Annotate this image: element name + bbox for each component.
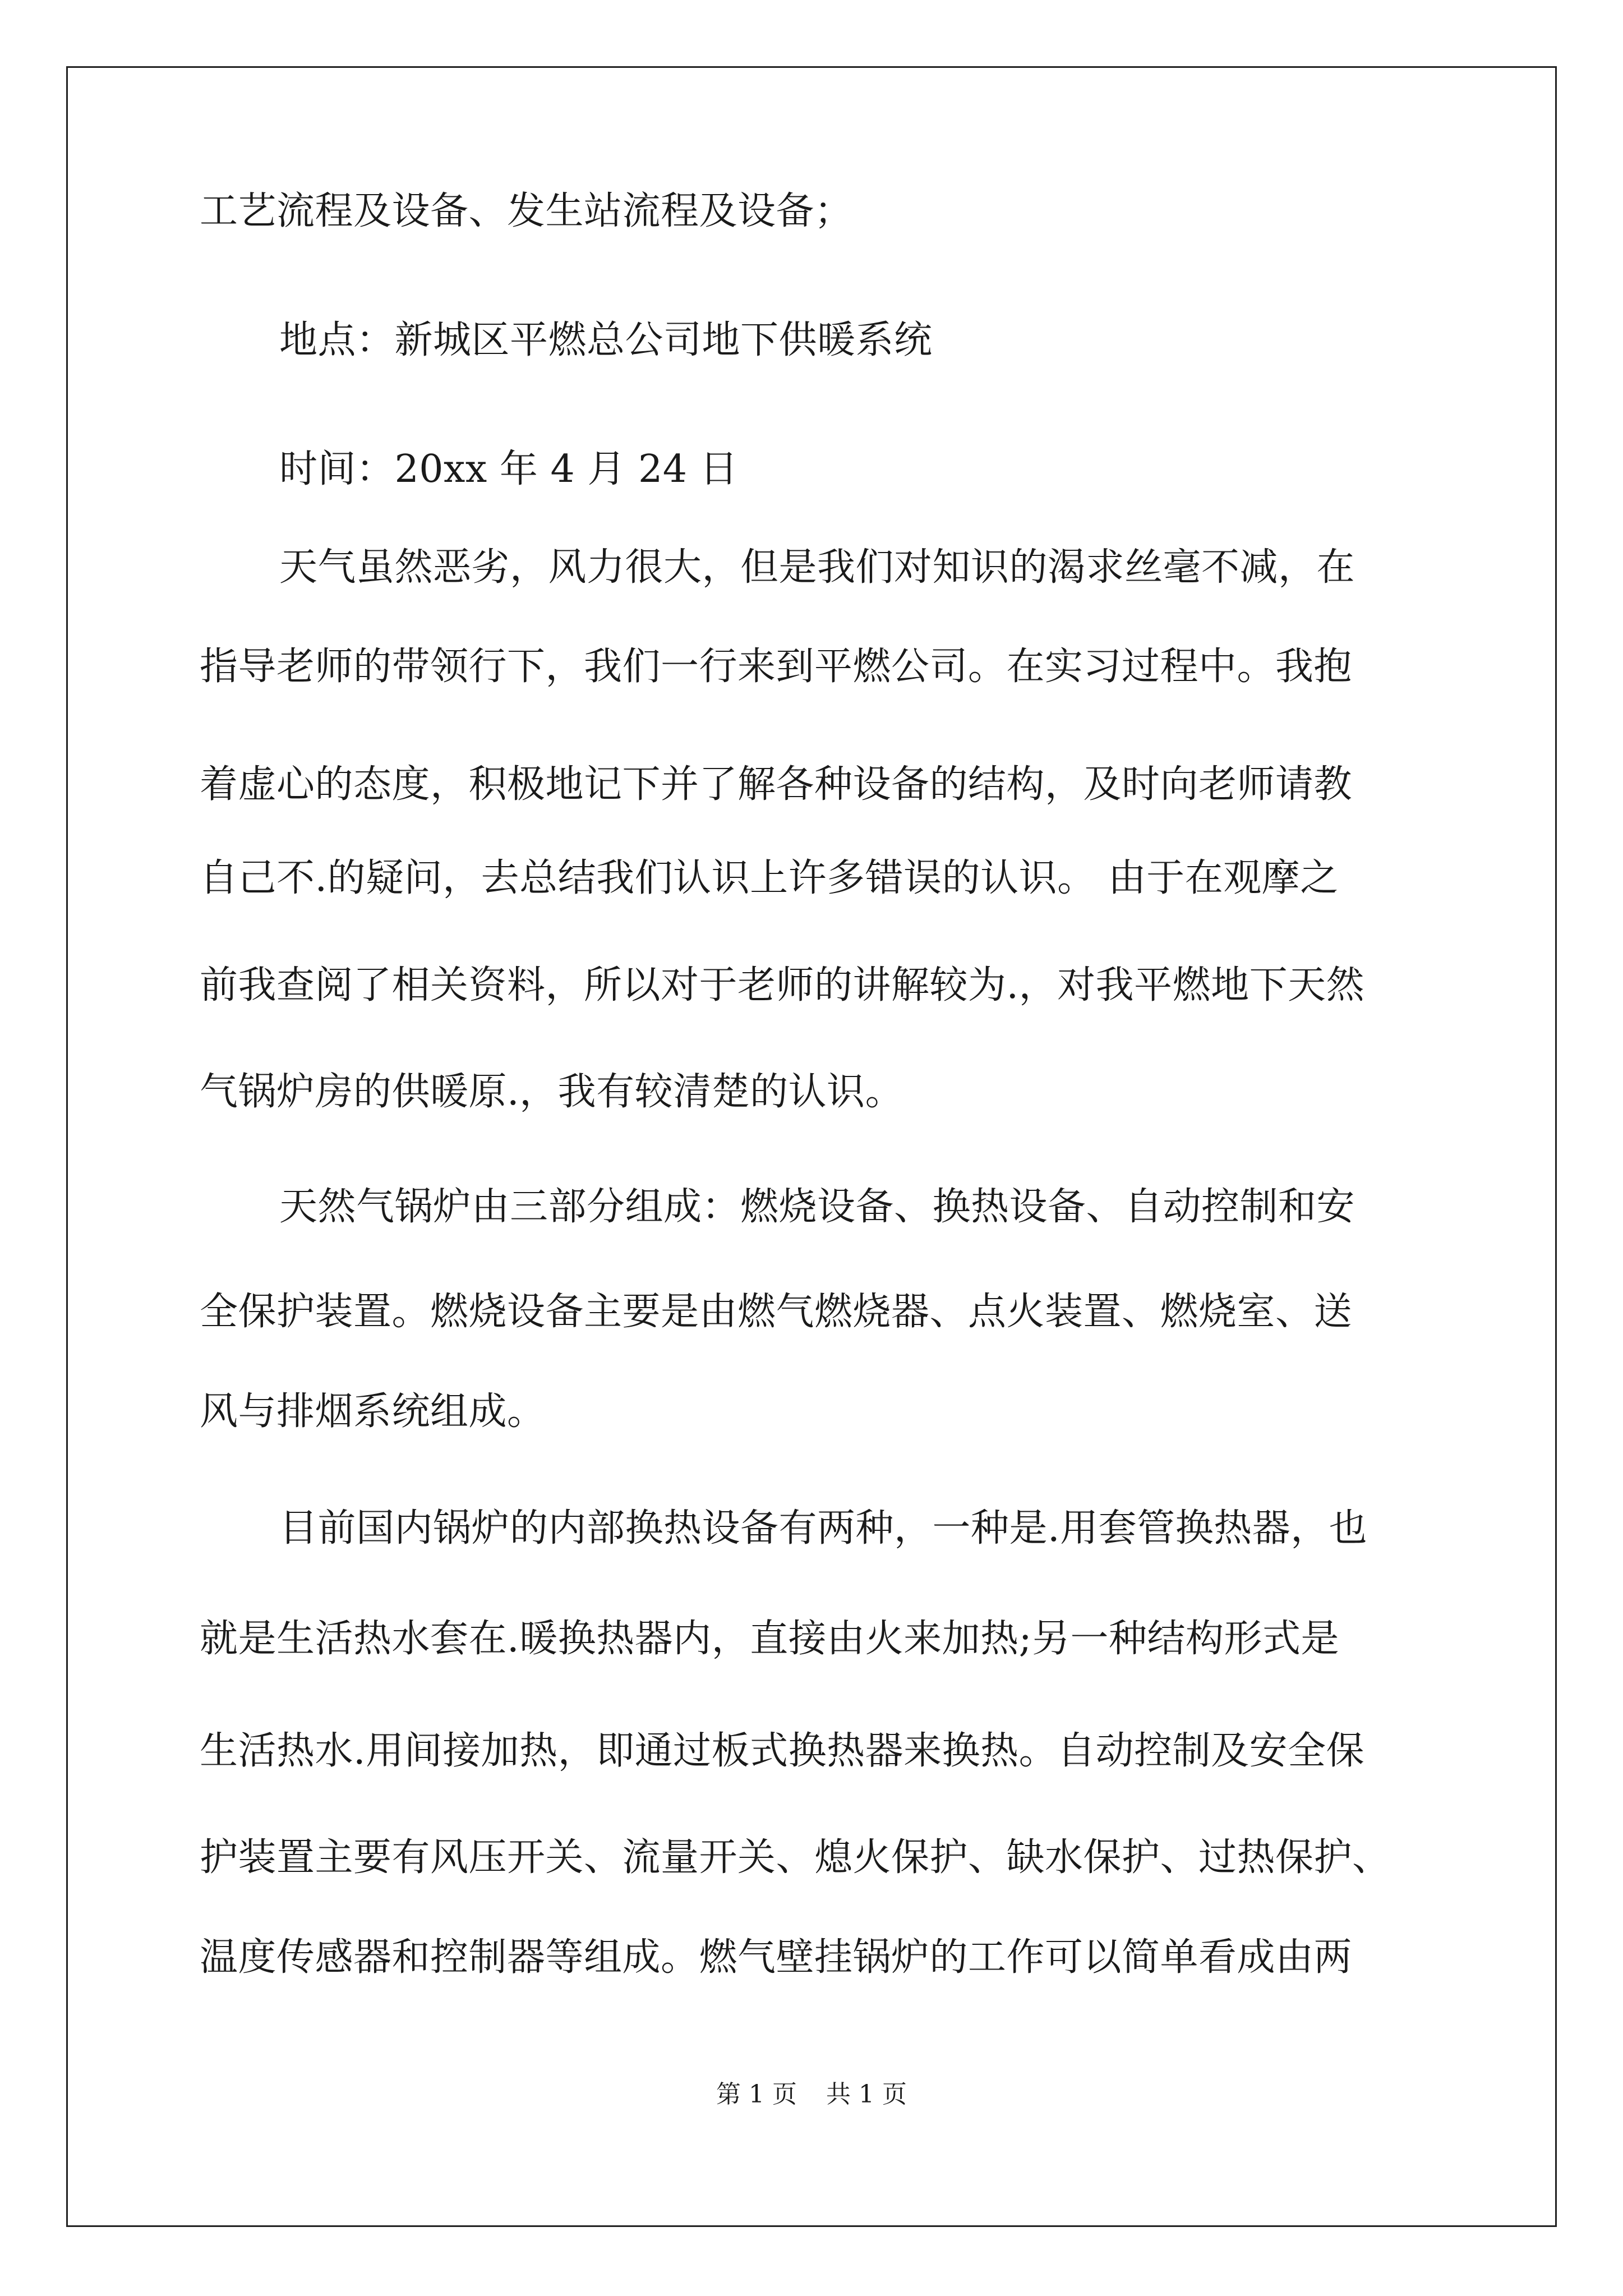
text-line: 目前国内锅炉的内部换热设备有两种，一种是.用套管换热器，也 [279, 1506, 1368, 1550]
page-footer [0, 2079, 1623, 2110]
date-line: 时间：20xx 年 4 月 24 日 [279, 447, 739, 491]
text-line: 自己不.的疑问，去总结我们认识上许多错误的认识。 由于在观摩之 [200, 856, 1339, 900]
text-line: 工艺流程及设备、发生站流程及设备； [200, 189, 853, 233]
text-line: 指导老师的带领行下，我们一行来到平燃公司。在实习过程中。我抱 [200, 645, 1353, 689]
page-border [66, 66, 1557, 2227]
location-line: 地点：新城区平燃总公司地下供暖系统 [279, 318, 933, 362]
text-line: 温度传感器和控制器等组成。燃气壁挂锅炉的工作可以简单看成由两 [200, 1935, 1353, 1980]
text-line: 前我查阅了相关资料，所以对于老师的讲解较为.，对我平燃地下天然 [200, 963, 1365, 1007]
text-line: 生活热水.用间接加热，即通过板式换热器来换热。自动控制及安全保 [200, 1729, 1365, 1773]
page-total: 共 1 页 [826, 2080, 907, 2109]
text-line: 全保护装置。燃烧设备主要是由燃气燃烧器、点火装置、燃烧室、送 [200, 1290, 1353, 1334]
text-line: 就是生活热水套在.暖换热器内，直接由火来加热;另一种结构形式是 [200, 1617, 1340, 1661]
text-line: 天然气锅炉由三部分组成：燃烧设备、换热设备、自动控制和安 [279, 1185, 1355, 1229]
text-line: 天气虽然恶劣，风力很大，但是我们对知识的渴求丝毫不减，在 [279, 545, 1355, 590]
text-line: 护装置主要有风压开关、流量开关、熄火保护、缺水保护、过热保护、 [200, 1835, 1391, 1880]
text-line: 着虚心的态度，积极地记下并了解各种设备的结构，及时向老师请教 [200, 762, 1353, 807]
text-line: 风与排烟系统组成。 [200, 1389, 546, 1434]
page-number: 第 1 页 [716, 2080, 797, 2109]
text-line: 气锅炉房的供暖原.，我有较清楚的认识。 [200, 1070, 904, 1114]
